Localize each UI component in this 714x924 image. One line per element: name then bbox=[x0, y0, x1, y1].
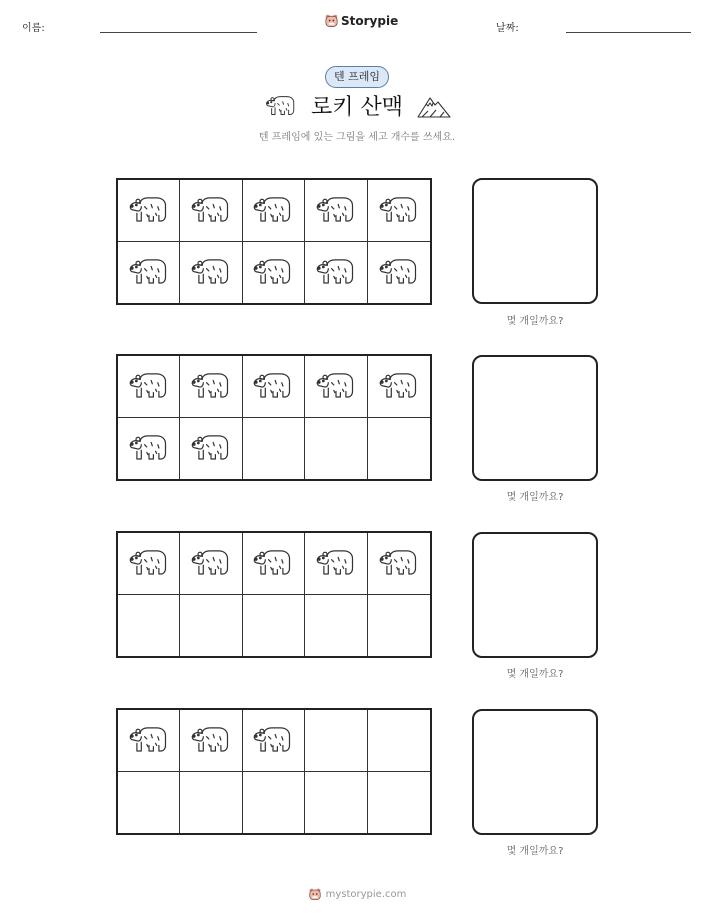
storypie-mascot-icon bbox=[308, 887, 322, 901]
bear-icon bbox=[314, 255, 358, 289]
question-label: 몇 개일까요? bbox=[506, 492, 564, 503]
frame-cell bbox=[305, 356, 367, 418]
frame-cell bbox=[118, 356, 180, 418]
frame-cell bbox=[180, 356, 242, 418]
ten-frame bbox=[116, 178, 432, 305]
bear-icon bbox=[251, 193, 295, 227]
frame-cell bbox=[368, 533, 430, 595]
storypie-mascot-icon bbox=[324, 13, 339, 28]
frame-cell bbox=[118, 533, 180, 595]
frame-cell bbox=[305, 418, 367, 480]
bear-icon bbox=[189, 431, 233, 465]
frame-cell bbox=[243, 242, 305, 304]
bear-icon bbox=[377, 546, 421, 580]
bear-icon bbox=[127, 723, 171, 757]
frame-cell bbox=[118, 595, 180, 657]
bear-icon bbox=[127, 255, 171, 289]
ten-frame bbox=[116, 708, 432, 835]
frame-cell bbox=[305, 180, 367, 242]
frame-cell bbox=[368, 242, 430, 304]
frame-cell bbox=[305, 242, 367, 304]
frame-cell bbox=[305, 595, 367, 657]
answer-box[interactable] bbox=[472, 532, 598, 658]
question-label: 몇 개일까요? bbox=[506, 669, 564, 680]
frame-cell bbox=[243, 595, 305, 657]
frame-cell bbox=[305, 533, 367, 595]
frame-cell bbox=[243, 418, 305, 480]
answer-box[interactable] bbox=[472, 709, 598, 835]
bear-icon bbox=[189, 546, 233, 580]
name-line[interactable] bbox=[100, 32, 257, 33]
bear-icon bbox=[314, 369, 358, 403]
frame-cell bbox=[118, 418, 180, 480]
bear-icon bbox=[251, 369, 295, 403]
bear-icon bbox=[251, 546, 295, 580]
brand-name: Storypie bbox=[341, 13, 399, 28]
frame-cell bbox=[368, 772, 430, 834]
frame-cell bbox=[118, 242, 180, 304]
frame-cell bbox=[180, 710, 242, 772]
answer-box[interactable] bbox=[472, 355, 598, 481]
frame-cell bbox=[243, 356, 305, 418]
frame-cell bbox=[305, 710, 367, 772]
instruction-text: 텐 프레임에 있는 그림을 세고 개수를 쓰세요. bbox=[258, 132, 456, 143]
question-label: 몇 개일까요? bbox=[506, 316, 564, 327]
bear-icon bbox=[127, 369, 171, 403]
frame-cell bbox=[305, 772, 367, 834]
bear-icon bbox=[377, 369, 421, 403]
date-label: 날짜: bbox=[496, 23, 519, 34]
page-title: 로키 산맥 bbox=[310, 95, 403, 120]
frame-cell bbox=[180, 180, 242, 242]
bear-icon bbox=[189, 369, 233, 403]
bear-icon bbox=[314, 193, 358, 227]
frame-cell bbox=[368, 595, 430, 657]
bear-icon bbox=[251, 723, 295, 757]
ten-frame bbox=[116, 531, 432, 658]
frame-cell bbox=[243, 180, 305, 242]
topic-tag: 텐 프레임 bbox=[325, 66, 389, 88]
frame-cell bbox=[118, 180, 180, 242]
bear-icon bbox=[189, 255, 233, 289]
bear-icon bbox=[377, 255, 421, 289]
name-label: 이름: bbox=[22, 23, 45, 34]
bear-icon bbox=[127, 546, 171, 580]
bear-icon bbox=[264, 93, 298, 119]
frame-cell bbox=[180, 418, 242, 480]
frame-cell bbox=[180, 772, 242, 834]
bear-icon bbox=[189, 723, 233, 757]
frame-cell bbox=[368, 710, 430, 772]
bear-icon bbox=[377, 193, 421, 227]
frame-cell bbox=[180, 242, 242, 304]
bear-icon bbox=[127, 193, 171, 227]
bear-icon bbox=[314, 546, 358, 580]
frame-cell bbox=[180, 595, 242, 657]
frame-cell bbox=[368, 356, 430, 418]
answer-box[interactable] bbox=[472, 178, 598, 304]
brand-logo bbox=[324, 13, 398, 28]
frame-cell bbox=[368, 180, 430, 242]
frame-cell bbox=[243, 533, 305, 595]
frame-cell bbox=[243, 772, 305, 834]
mountain-icon bbox=[416, 92, 452, 120]
date-line[interactable] bbox=[566, 32, 691, 33]
frame-cell bbox=[180, 533, 242, 595]
question-label: 몇 개일까요? bbox=[506, 846, 564, 857]
bear-icon bbox=[189, 193, 233, 227]
footer-url: mystorypie.com bbox=[325, 888, 407, 900]
footer bbox=[0, 887, 714, 901]
frame-cell bbox=[118, 772, 180, 834]
ten-frame bbox=[116, 354, 432, 481]
bear-icon bbox=[127, 431, 171, 465]
frame-cell bbox=[243, 710, 305, 772]
bear-icon bbox=[251, 255, 295, 289]
frame-cell bbox=[118, 710, 180, 772]
frame-cell bbox=[368, 418, 430, 480]
